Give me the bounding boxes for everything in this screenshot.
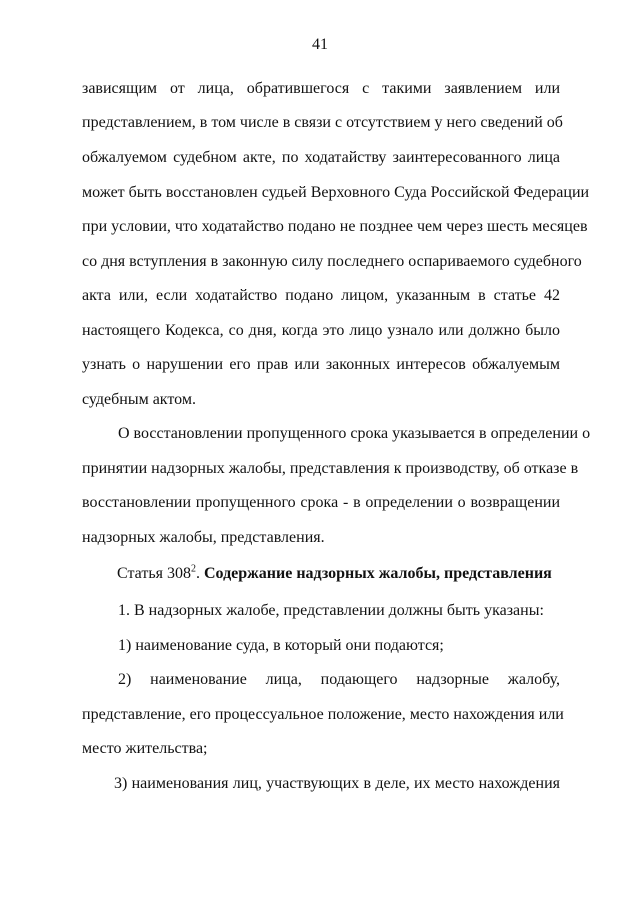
text-line: представлением, в том числе в связи с отсутствием у него сведений об [82,114,563,131]
article-dot: . [195,565,200,582]
article-title: Содержание надзорных жалобы, представления [203,565,552,582]
list-item: 3) наименования лиц, участвующих в деле, их место нахождения [114,775,560,792]
text-line: принятии надзорных жалобы, представления к производству, об отказе в [82,460,579,477]
article-heading [117,564,560,584]
text-line: акта или, если ходатайство подано лицом, указанным в статье 42 [82,287,560,304]
list-item: место жительства; [82,740,208,757]
text-line: обжалуемом судебном акте, по ходатайству заинтересованного лица [82,149,560,166]
text-line: восстановлении пропущенного срока - в определении о возвращении [82,494,560,511]
text-line: узнать о нарушении его прав или законных интересов обжалуемым [82,356,560,373]
page-number: 41 [312,36,328,53]
text-line: зависящим от лица, обратившегося с такими заявлением или [82,80,560,97]
text-line: со дня вступления в законную силу последнего оспариваемого судебного [82,253,582,270]
article-superscript: 2 [190,563,196,575]
list-item: 1. В надзорных жалобе, представлении должны быть указаны: [118,602,544,619]
text-line: может быть восстановлен судьей Верховного Суда Российской Федерации [82,184,590,201]
text-line: надзорных жалобы, представления. [82,529,325,546]
text-line: судебным актом. [82,391,196,408]
list-item: 2) наименование лица, подающего надзорные жалобу, [118,671,560,688]
text-line: настоящего Кодекса, со дня, когда это лицо узнало или должно было [82,322,560,339]
text-line: при условии, что ходатайство подано не позднее чем через шесть месяцев [82,218,588,235]
list-item: представление, его процессуальное положение, место нахождения или [82,706,564,723]
text-line: О восстановлении пропущенного срока указывается в определении о [118,425,591,442]
article-prefix: Статья 308 [117,565,191,582]
list-item: 1) наименование суда, в который они подаются; [118,637,444,654]
